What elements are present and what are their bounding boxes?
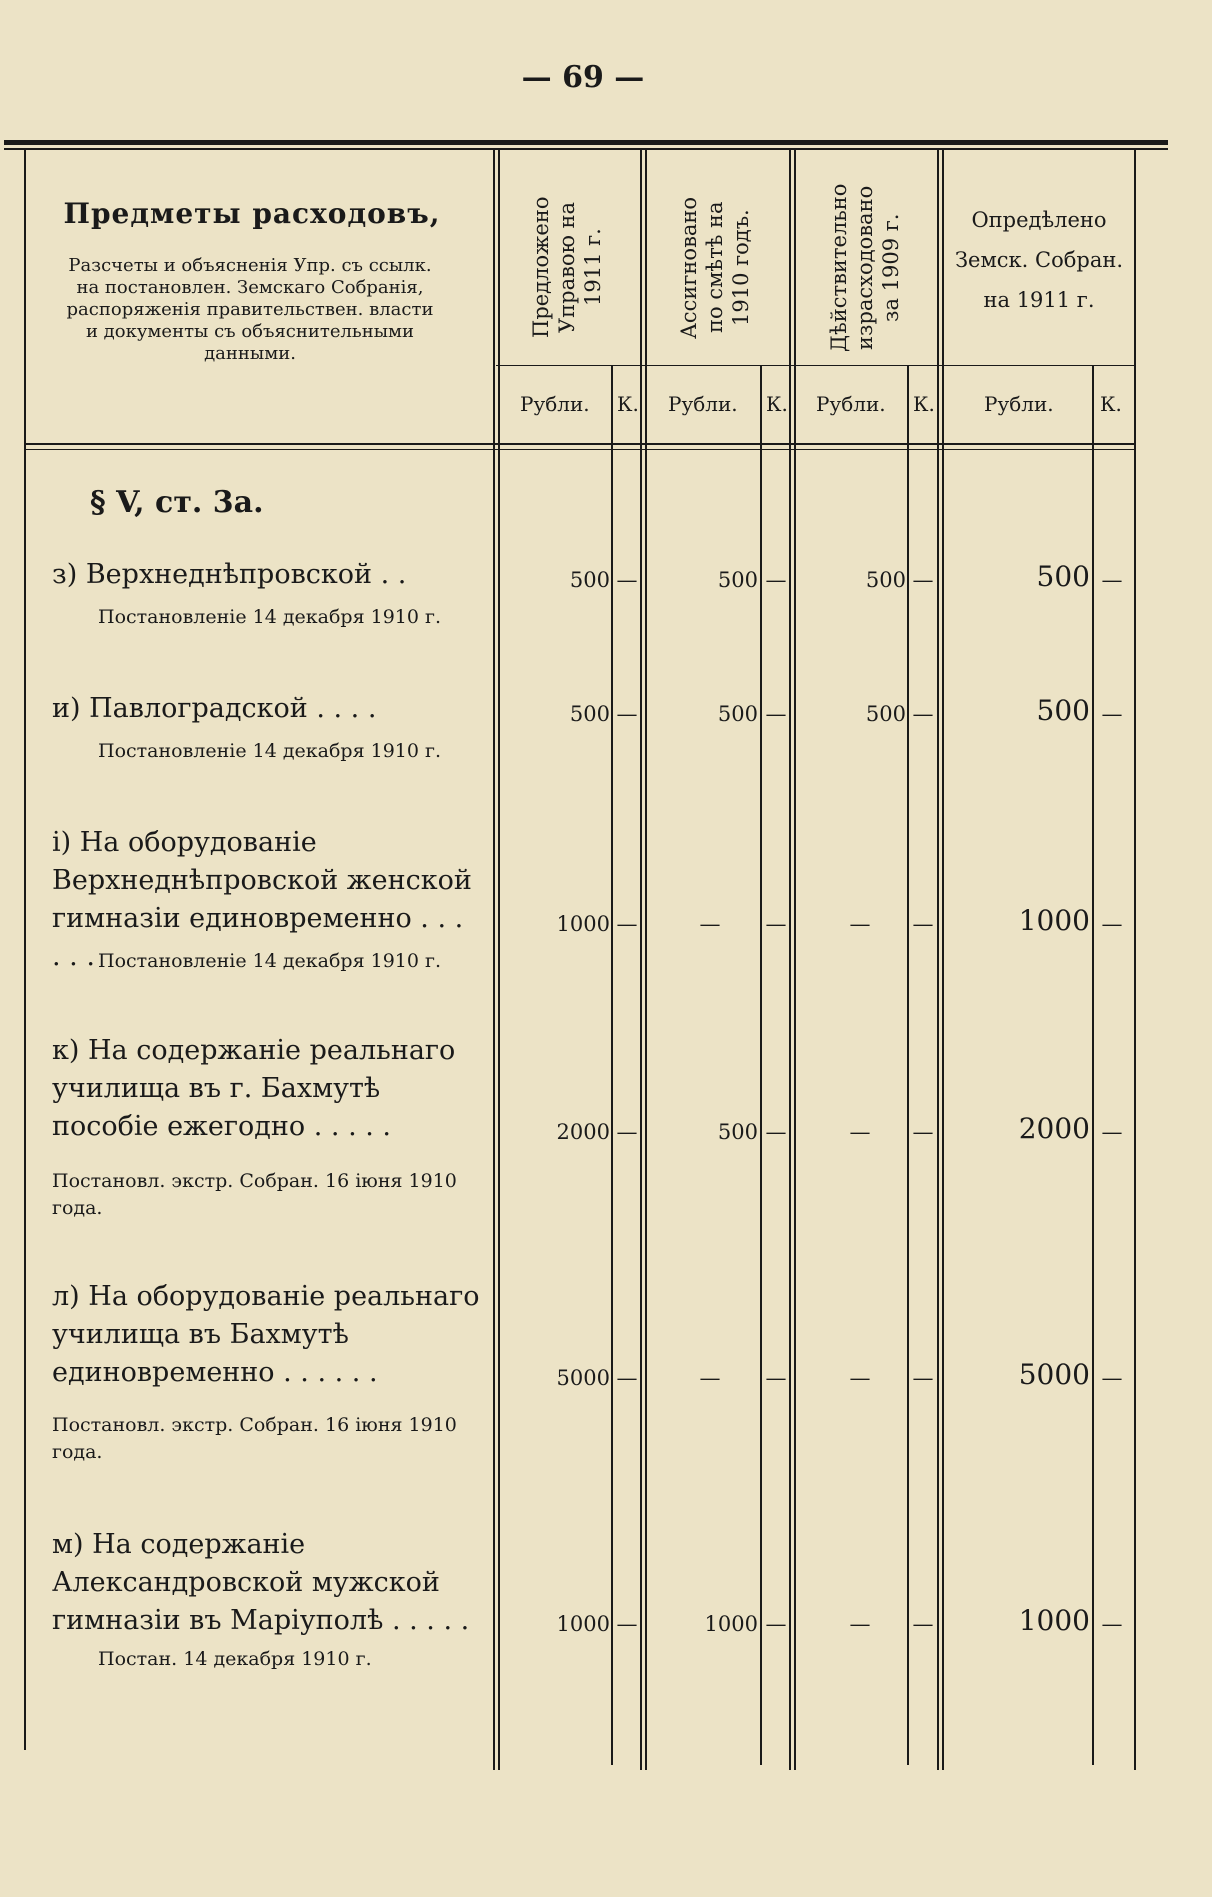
header-rule-2: [24, 449, 1136, 450]
header-proposed: Предложено Управою на 1911 г.: [529, 196, 605, 339]
row-1-proposed: 500: [569, 702, 610, 726]
row-3-actual: —: [849, 1120, 871, 1144]
row-1-note: Постановленіе 14 декабря 1910 г.: [98, 740, 442, 762]
unit-rub-1: Рубли.: [520, 392, 590, 416]
row-4-proposed-k: —: [616, 1366, 638, 1390]
row-4-determined: 5000: [1018, 1358, 1090, 1391]
row-1-proposed-k: —: [616, 702, 638, 726]
header-actual: Дѣйствительно израсходовано за 1909 г.: [827, 183, 903, 352]
unit-kop-1: К.: [617, 392, 639, 416]
row-0-actual: 500: [865, 568, 906, 592]
header-subtitle: Разсчеты и объясненія Упр. съ ссылк. на постановлен. Земскаго Собранія, распоряженія правительствен. власти и документы съ объяснительными данными.: [66, 255, 434, 364]
header-determined: Опредѣлено Земск. Собран. на 1911 г.: [954, 208, 1124, 312]
section-heading: § V, ст. 3а.: [90, 485, 264, 520]
page-number: — 69 —: [521, 60, 645, 95]
top-rule: [4, 140, 1168, 145]
row-3-proposed-k: —: [616, 1120, 638, 1144]
col-line-c4b: [942, 150, 944, 1770]
header-assigned: Ассигновано по смѣтѣ на 1910 годъ.: [677, 196, 753, 339]
row-4-note: Постановл. экстр. Собран. 16 іюня 1910 года.: [52, 1414, 457, 1463]
row-1-assigned: 500: [717, 702, 758, 726]
row-1-actual: 500: [865, 702, 906, 726]
row-2-assigned-k: —: [765, 912, 787, 936]
row-5-assigned: 1000: [704, 1612, 758, 1636]
row-1-determined-k: —: [1101, 702, 1123, 726]
row-5-proposed-k: —: [616, 1612, 638, 1636]
header-rule: [24, 443, 1136, 445]
row-1-actual-k: —: [912, 702, 934, 726]
col-line-c2: [640, 150, 642, 1770]
row-5-note: Постан. 14 декабря 1910 г.: [98, 1648, 372, 1670]
row-0-text: з) Верхнеднѣпровской . .: [52, 559, 407, 590]
row-0-assigned: 500: [717, 568, 758, 592]
row-3-text: к) На содержаніе реальнаго училища въ г. Бахмутѣ пособіе ежегодно . . . . .: [52, 1035, 456, 1142]
col-line-k4: [1092, 365, 1094, 1765]
unit-rub-4: Рубли.: [984, 392, 1054, 416]
row-5-determined: 1000: [1018, 1604, 1090, 1637]
row-3-assigned: 500: [717, 1120, 758, 1144]
row-2-determined-k: —: [1101, 912, 1123, 936]
row-0-note: Постановленіе 14 декабря 1910 г.: [98, 606, 442, 628]
row-3-assigned-k: —: [765, 1120, 787, 1144]
unit-kop-4: К.: [1100, 392, 1122, 416]
row-2-note: Постановленіе 14 декабря 1910 г.: [98, 950, 442, 972]
row-0-determined-k: —: [1101, 568, 1123, 592]
row-5-text: м) На содержаніе Александровской мужской гимназіи въ Маріуполѣ . . . . .: [52, 1529, 470, 1636]
row-5-assigned-k: —: [765, 1612, 787, 1636]
unit-kop-2: К.: [766, 392, 788, 416]
unit-rub-2: Рубли.: [668, 392, 738, 416]
row-3-determined: 2000: [1018, 1112, 1090, 1145]
row-4-proposed: 5000: [556, 1366, 610, 1390]
row-2-text: і) На оборудованіе Верхнеднѣпровской женской гимназіи единовременно . . . . . .: [52, 827, 472, 972]
row-0-assigned-k: —: [765, 568, 787, 592]
row-3-determined-k: —: [1101, 1120, 1123, 1144]
col-line-desc-2: [498, 150, 500, 1770]
col-line-right: [1134, 150, 1136, 1770]
row-5-determined-k: —: [1101, 1612, 1123, 1636]
row-2-actual: —: [849, 912, 871, 936]
row-3-actual-k: —: [912, 1120, 934, 1144]
col-line-c4: [937, 150, 939, 1770]
row-5-actual-k: —: [912, 1612, 934, 1636]
row-3-proposed: 2000: [556, 1120, 610, 1144]
unit-rub-3: Рубли.: [816, 392, 886, 416]
row-2-determined: 1000: [1018, 904, 1090, 937]
col-line-c3b: [794, 150, 796, 1770]
row-4-actual-k: —: [912, 1366, 934, 1390]
row-4-actual: —: [849, 1366, 871, 1390]
row-4-text: л) На оборудованіе реальнаго училища въ Бахмутѣ единовременно . . . . . .: [52, 1281, 480, 1388]
row-5-actual: —: [849, 1612, 871, 1636]
units-rule: [496, 365, 1136, 366]
row-2-proposed-k: —: [616, 912, 638, 936]
row-4-assigned: —: [699, 1366, 721, 1390]
row-1-text: и) Павлоградской . . . .: [52, 693, 377, 724]
row-1-determined: 500: [1036, 694, 1090, 727]
header-title: Предметы расходовъ,: [63, 197, 441, 230]
col-line-c3: [789, 150, 791, 1770]
row-4-assigned-k: —: [765, 1366, 787, 1390]
row-0-proposed: 500: [569, 568, 610, 592]
unit-kop-3: К.: [913, 392, 935, 416]
top-rule-thin: [4, 148, 1168, 150]
row-5-proposed: 1000: [556, 1612, 610, 1636]
row-1-assigned-k: —: [765, 702, 787, 726]
row-0-actual-k: —: [912, 568, 934, 592]
row-2-actual-k: —: [912, 912, 934, 936]
col-line-c2b: [645, 150, 647, 1770]
row-0-determined: 500: [1036, 560, 1090, 593]
col-line-left: [24, 150, 26, 1750]
row-3-note: Постановл. экстр. Собран. 16 іюня 1910 года.: [52, 1170, 457, 1219]
col-line-desc: [493, 150, 495, 1770]
row-4-determined-k: —: [1101, 1366, 1123, 1390]
row-2-proposed: 1000: [556, 912, 610, 936]
row-2-assigned: —: [699, 912, 721, 936]
row-0-proposed-k: —: [616, 568, 638, 592]
